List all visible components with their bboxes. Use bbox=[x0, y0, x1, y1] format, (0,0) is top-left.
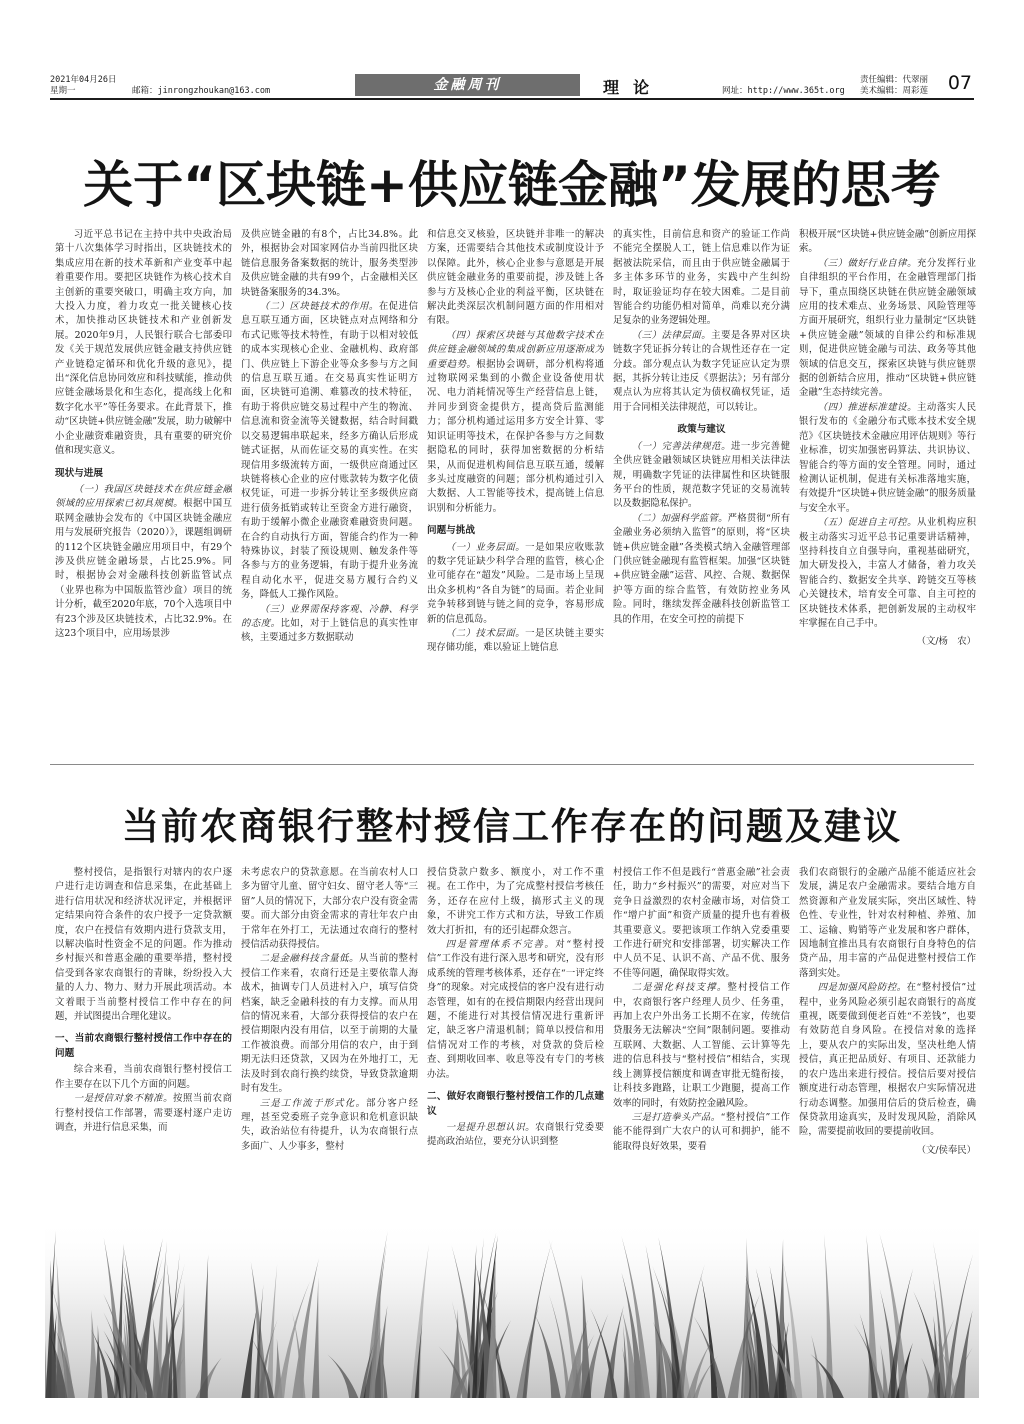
paragraph-text: 对“整村授信”工作没有进行深入思考和研究，没有形成系统的管理考核体系，还存在“一评定终身”的现象。对完成授信的客户没有进行动态管理，如有的在授信期限内经营出现问题，不能进行对其授信情况进行重新评定，缺乏客户清退机制；简单以授信和用信情况对工作的考核，对贷款的贷后检查、到期收回率、收息等没有专门的考核办法。 bbox=[427, 939, 604, 1080]
paragraph-text: 严格贯彻“所有金融业务必须纳入监管”的原则，将“区块链+供应链金融”各类模式纳入金融管理部门供应链金融现有监管框架。加强“区块链+供应链金融”运营、风控、合规、数据保护等方面的综合监管，有效防控业务风险。同时，继续发挥金融科技创新监管工具的作用，在安全可控的前提下 bbox=[613, 512, 790, 625]
lead-in: 一是授信对象不精准。 bbox=[73, 1093, 173, 1105]
paragraph: 村授信工作不但是践行“普惠金融”社会责任，助力“乡村振兴”的需要，对应对当下竞争日益激烈的农村金融市场，对信贷工作“增户扩面”和资产质量的提升也有着极其重要意义。要把该项工作纳入党委重要工作进行研究和安排部署，切实解决工作中人员不足、认识不高、产品不优、服务不佳等问题，确保取得实效。 bbox=[613, 867, 790, 979]
paragraph: 综合来看，当前农商银行整村授信工作主要存在以下几个方面的问题。 bbox=[55, 1064, 232, 1090]
paragraph bbox=[427, 1121, 604, 1150]
paragraph bbox=[55, 1092, 232, 1135]
subheading: 政策与建议 bbox=[677, 424, 726, 436]
lead-in: （三）法律层面。 bbox=[631, 329, 712, 341]
publication-banner: 金融周刊 bbox=[355, 74, 580, 96]
article2-column-5 bbox=[799, 866, 976, 1258]
lead-in: 三是工作流于形式化。 bbox=[259, 1097, 367, 1109]
page-number: 07 bbox=[947, 72, 972, 94]
lead-in: 二是强化科技支撑。 bbox=[631, 982, 728, 994]
paragraph-text: 农商银行党委要提高政治站位，要充分认识到整 bbox=[427, 1121, 604, 1148]
grass-illustration bbox=[45, 1218, 979, 1398]
subheading: 二、做好农商银行整村授信工作的几点建议 bbox=[427, 1091, 604, 1117]
article2-headline: 当前农商银行整村授信工作存在的问题及建议 bbox=[122, 805, 902, 848]
paragraph bbox=[241, 1097, 418, 1155]
paragraph-text: 部分客户经理，甚至党委班子竞争意识和危机意识缺失，政治站位有待提升，认为农商银行点多面广、人少事多，整村 bbox=[241, 1097, 418, 1152]
article2-column-2 bbox=[241, 866, 418, 1258]
paragraph-text: 从业机构应积极主动落实习近平总书记重要讲话精神，坚持科技自立自强导向，重视基础研究，加大研发投入，丰富人才储备，着力攻关智能合约、数据安全共享、跨链交互等核心关键技术，培育安全可靠、自主可控的区块链技术体系，把创新发展的主动权牢牢掌握在自己手中。 bbox=[799, 517, 976, 629]
article2-column-3 bbox=[427, 866, 604, 1258]
contact-email: 邮箱：jinrongzhoukan@163.com bbox=[132, 86, 271, 96]
paragraph bbox=[613, 1111, 790, 1154]
paragraph bbox=[613, 440, 790, 512]
paragraph bbox=[427, 541, 604, 627]
paragraph bbox=[613, 512, 790, 627]
author-byline: （文/侯奉民） bbox=[916, 1144, 976, 1156]
article1-column-2 bbox=[241, 228, 418, 740]
article1-column-5 bbox=[799, 228, 976, 740]
paragraph-text: 在促进信息互联互通方面，区块链点对点网络和分布式记账等技术特性，有助于以相对较低的成本实现核心企业、金融机构、政府部门、供应链上下游企业等众多参与方之间的信息互联互通。在交易真实性证明方面，区块链可追溯、难篡改的技术特征，有助于将供应链交易过程中产生的物流、信息流和资金流等关键数据，结合时间戳以交易逻辑串联起来，经多方确认后形成链式证据，从而佐证交易的真实性。在实现信用多级流转方面，一级供应商通过区块链将核心企业的应付账款转为数字化债权凭证，可进一步拆分转让至多级供应商进行债务抵销或转让至资金方进行融资，有助于缓解小微企业融资难融资贵问题。在合约自动执行方面，智能合约作为一种特殊协议，封装了预设规则、触发条件等各参与方的业务逻辑，有助于提升业务流程自动化水平，促进交易方履行合约义务，降低人工操作风险。 bbox=[241, 301, 418, 601]
lead-in: （一）我国区块链技术在供应链金融领域的应用探索已初具规模。 bbox=[55, 483, 232, 510]
editor-credit: 责任编辑：代翠丽 bbox=[860, 75, 929, 85]
paragraph: 整村授信，是指银行对辖内的农户逐户进行走访调查和信息采集，在此基础上进行信用状况和经济状况评定，并根据评定结果向符合条件的农户授予一定贷款额度，农户在授信有效期内进行贷款支用，以解决临时性资金不足的问题。作为推动乡村振兴和普惠金融的重要举措，整村授信受到各家农商银行的青睐，纷纷投入大量的人力、物力、财力开展此项活动。本文着眼于当前整村授信工作中存在的问题，并试图提出合理化建议。 bbox=[55, 867, 232, 1023]
paragraph-text: 一是如果应收账款的数字凭证缺少科学合理的监管，核心企业可能存在“超发”风险。二是市场上呈现出众多机构“各自为链”的局面。若企业间竞争转移到链与链之间的竞争，容易形成新的信息孤岛。 bbox=[427, 541, 604, 625]
paragraph-text: 从当前的整村授信工作来看，农商行还是主要依靠人海战术，抽调专门人员进村入户，填写信贷档案，缺乏金融科技的有力支撑。而从用信的情况来看，大部分获得授信的农户在授信期限内没有用信，以至于前期的大量工作被浪费。而部分用信的农户，由于到期无法归还贷款，又因为在外地打工，无法及时到农商行换约续贷，导致贷款逾期时有发生。 bbox=[241, 953, 418, 1095]
page-header bbox=[50, 74, 974, 96]
lead-in: 一是提升思想认识。 bbox=[445, 1121, 536, 1133]
paragraph: 我们农商银行的金融产品能不能适应社会发展，满足农户金融需求。要结合地方自然资源和产业发展实际，突出区域性、特色性、专业性，针对农村种植、养殖、加工、运输、购销等产业发展和客户群体，因地制宜推出具有农商银行自身特色的信贷产品，用丰富的产品促进整村授信工作落到实处。 bbox=[799, 867, 976, 979]
article2-column-4 bbox=[613, 866, 790, 1258]
paragraph: 授信贷款户数多、额度小，对工作不重视。在工作中，为了完成整村授信考核任务，还存在应付上级，搞形式主义的现象，不讲究工作方式和方法，导致工作质效大打折扣，有的还引起群众怨言。 bbox=[427, 867, 604, 936]
lead-in: （一）完善法律规范。 bbox=[631, 440, 731, 452]
paragraph: 的真实性，目前信息和资产的验证工作尚不能完全摆脱人工，链上信息难以作为证据被法院采信，而且由于供应链金融属于多主体多环节的业务，实践中产生纠纷时，取证验证均存在较大困难。二是目前智能合约功能仍相对简单，尚难以充分满足复杂的业务逻辑处理。 bbox=[613, 229, 790, 327]
header-rule bbox=[50, 98, 974, 100]
issue-weekday: 星期一 bbox=[50, 86, 76, 96]
paragraph-text: 主动落实人民银行发布的《金融分布式账本技术安全规范》《区块链技术金融应用评估规则》等行业标准，切实加强密码算法、共识协议、智能合约等方面的安全管理。同时，通过检测认证机制，促进有关标准落地实施，有效提升“区块链+供应链金融”的服务质量与安全水平。 bbox=[799, 401, 976, 514]
lead-in: 四是管理体系不完善。 bbox=[445, 939, 556, 951]
paragraph bbox=[241, 300, 418, 603]
article2-column-1 bbox=[55, 866, 232, 1258]
article1-column-1 bbox=[55, 228, 232, 740]
paragraph bbox=[799, 516, 976, 631]
paragraph-text: 整村授信工作中，农商银行客户经理人员少、任务重，再加上农户外出务工长期不在家，传统信贷服务无法解决“空间”限制问题。要推动互联网、大数据、人工智能、云计算等先进的信息科技与“整村授信”相结合，实现线上测算授信额度和调查审批无缝衔接，让科技多跑路，让职工少跑腿，提高工作效率的同时，有效防控金融风险。 bbox=[613, 982, 790, 1109]
paragraph-text: 主要是各界对区块链数字凭证拆分转让的合规性还存在一定分歧。部分观点认为数字凭证应认定为票据，其拆分转让违反《票据法》；另有部分观点认为应将其认定为债权确权凭证，适用于合同相关法律规范，可以转让。 bbox=[613, 329, 790, 413]
article-divider bbox=[50, 764, 974, 765]
paragraph-text: 在“整村授信”过程中，业务风险必须引起农商银行的高度重视，既要做到便老百姓“不差钱”，也要有效防范自身风险。在授信对象的选择上，要从农户的实际出发，坚决杜绝人情授信，真正把品质好、有项目、还款能力的农户选出来进行授信。授信后要对授信额度进行动态管理，根据农户实际情况进行动态调整。加强用信后的贷后检查，确保贷款用途真实，及时发现风险，消除风险，需要提前收回的要提前收回。 bbox=[799, 982, 976, 1138]
paragraph: 及供应链金融的有8个，占比34.8%。此外，根据协会对国家网信办当前四批区块链信息服务备案数据的统计，服务类型涉及供应链金融的共有99个，占金融相关区块链备案服务的34.3%。 bbox=[241, 229, 418, 298]
article1-column-3 bbox=[427, 228, 604, 740]
paragraph-text: 根据中国互联网金融协会发布的《中国区块链金融应用与发展研究报告（2020）》，课题组调研的112个区块链金融应用项目中，有29个涉及供应链金融场景，占比25.9%。同时，根据协会对金融科技创新监管试点（业界也称为中国版监管沙盒）项目的统计分析，截至2020年底，70个入选项目中有23个涉及区块链技术，占比32.9%。在这23个项目中，应用场景涉 bbox=[55, 498, 232, 639]
paragraph bbox=[427, 938, 604, 1082]
lead-in: （二）区块链技术的作用。 bbox=[259, 301, 379, 313]
paragraph bbox=[241, 952, 418, 1096]
paragraph-text: 按照当前农商行整村授信工作部署，需要逐村逐户走访调查，并进行信息采集，而 bbox=[55, 1093, 232, 1133]
paragraph bbox=[241, 603, 418, 646]
paragraph-text: 根据协会调研，部分机构将通过物联网采集到的小微企业设备使用状况、电力消耗情况等生产经营信息上链，并同步到资金提供方，提高贷后监测能力；部分机构通过运用多方安全计算、零知识证明等技术，在保护各参与方之间数据隐私的同时，获得加密数据的分析结果，从而促进机构间信息互联互通，缓解多头过度融资的问题；部分机构通过引入大数据、人工智能等技术，提高链上信息识别和分析能力。 bbox=[427, 358, 604, 514]
paragraph: 习近平总书记在主持中共中央政治局第十八次集体学习时指出，区块链技术的集成应用在新的技术革新和产业变革中起着重要作用。要把区块链作为核心技术自主创新的重要突破口，明确主攻方向，加大投入力度，着力攻克一批关键核心技术，加快推动区块链技术和产业创新发展。2020年9月，人民银行联合七部委印发《关于规范发展供应链金融支持供应链产业链稳定循环和优化升级的意见》，提出“深化信息协同效应和科技赋能，推动供应链金融场景化和生态化，提高线上化和数字化水平”等任务要求。在此背景下，推动“区块链+供应链金融”发展，助力破解中小企业融资难融资贵，具有重要的研究价值和现实意义。 bbox=[55, 229, 232, 457]
article1-column-4 bbox=[613, 228, 790, 740]
paragraph bbox=[613, 329, 790, 415]
paragraph bbox=[427, 627, 604, 656]
paragraph: 积极开展“区块链+供应链金融”创新应用探索。 bbox=[799, 229, 976, 255]
lead-in: （二）加强科学监管。 bbox=[631, 512, 728, 524]
paragraph bbox=[799, 401, 976, 516]
lead-in: （二）技术层面。 bbox=[445, 627, 526, 639]
paragraph-text: 一是区块链主要实现存储功能，难以验证上链信息 bbox=[427, 627, 604, 654]
subheading: 一、当前农商银行整村授信工作中存在的问题 bbox=[55, 1033, 232, 1059]
paragraph-text: 充分发挥行业自律组织的平台作用，在金融管理部门指导下，重点围绕区块链在供应链金融领域应用的技术难点、业务场景、风险管理等方面开展研究，组织行业力量制定“区块链+供应链金融”领域的自律公约和标准规则，促进供应链金融与司法、政务等其他领域的信息交互，探索区块链与供应链票据的创新结合应用，推动“区块链+供应链金融”生态持续完善。 bbox=[799, 257, 976, 399]
lead-in: （三）业界需保持客观、冷静、科学的态度。 bbox=[241, 603, 418, 629]
subheading: 现状与进展 bbox=[55, 467, 103, 479]
paragraph bbox=[799, 981, 976, 1139]
lead-in: （四）探索区块链与其他数字技术在供应链金融领域的集成创新应用逐渐成为重要趋势。 bbox=[427, 329, 604, 370]
paragraph bbox=[427, 329, 604, 516]
paragraph-text: “整村授信”工作能不能得到广大农户的认可和拥护，能不能取得良好效果，要看 bbox=[613, 1111, 790, 1152]
art-editor-credit: 美术编辑：周彩莲 bbox=[860, 86, 929, 96]
paragraph-text: 进一步完善健全供应链金融领域区块链应用相关法律法规，明确数字凭证的法律属性和区块链服务平台的性质，规范数字凭证的交易流转以及数据隐私保护。 bbox=[613, 440, 790, 510]
author-byline: （文/杨 农） bbox=[916, 636, 976, 648]
section-name: 理论 bbox=[603, 78, 664, 97]
issue-date: 2021年04月26日 bbox=[50, 75, 117, 85]
paragraph-text: 比如，对于上链信息的真实性审核，主要通过多方数据联动 bbox=[241, 617, 418, 644]
article2-body bbox=[55, 866, 976, 1258]
lead-in: （一）业务层面。 bbox=[445, 541, 526, 553]
paragraph: 未考虑农户的贷款意愿。在当前农村人口多为留守儿童、留守妇女、留守老人等“三留”人员的情况下，大部分农户没有资金需要。而大部分由资金需求的青壮年农户由于常年在外打工，无法通过农商行的整村授信活动获得授信。 bbox=[241, 867, 418, 951]
article1-body bbox=[55, 228, 976, 740]
paragraph bbox=[799, 257, 976, 401]
lead-in: 三是打造拳头产品。 bbox=[631, 1111, 721, 1123]
subheading: 问题与挑战 bbox=[427, 525, 475, 537]
lead-in: （四）推进标准建设。 bbox=[817, 401, 917, 413]
paragraph bbox=[55, 483, 232, 641]
lead-in: （三）做好行业自律。 bbox=[817, 257, 917, 269]
lead-in: 二是金融科技含量低。 bbox=[259, 953, 359, 965]
article1-headline: 关于“区块链+供应链金融”发展的思考 bbox=[83, 156, 941, 214]
paragraph: 和信息交叉核验，区块链并非唯一的解决方案，还需要结合其他技术或制度设计予以保障。此外，核心企业参与意愿是开展供应链金融业务的重要前提，涉及链上各参与方及核心企业的利益平衡，区块链在解决此类深层次机制问题方面的作用相对有限。 bbox=[427, 229, 604, 327]
paragraph bbox=[613, 981, 790, 1111]
lead-in: （五）促进自主可控。 bbox=[817, 517, 917, 529]
lead-in: 四是加强风险防控。 bbox=[817, 982, 907, 994]
website: 网址：http://www.365t.org bbox=[722, 86, 845, 96]
